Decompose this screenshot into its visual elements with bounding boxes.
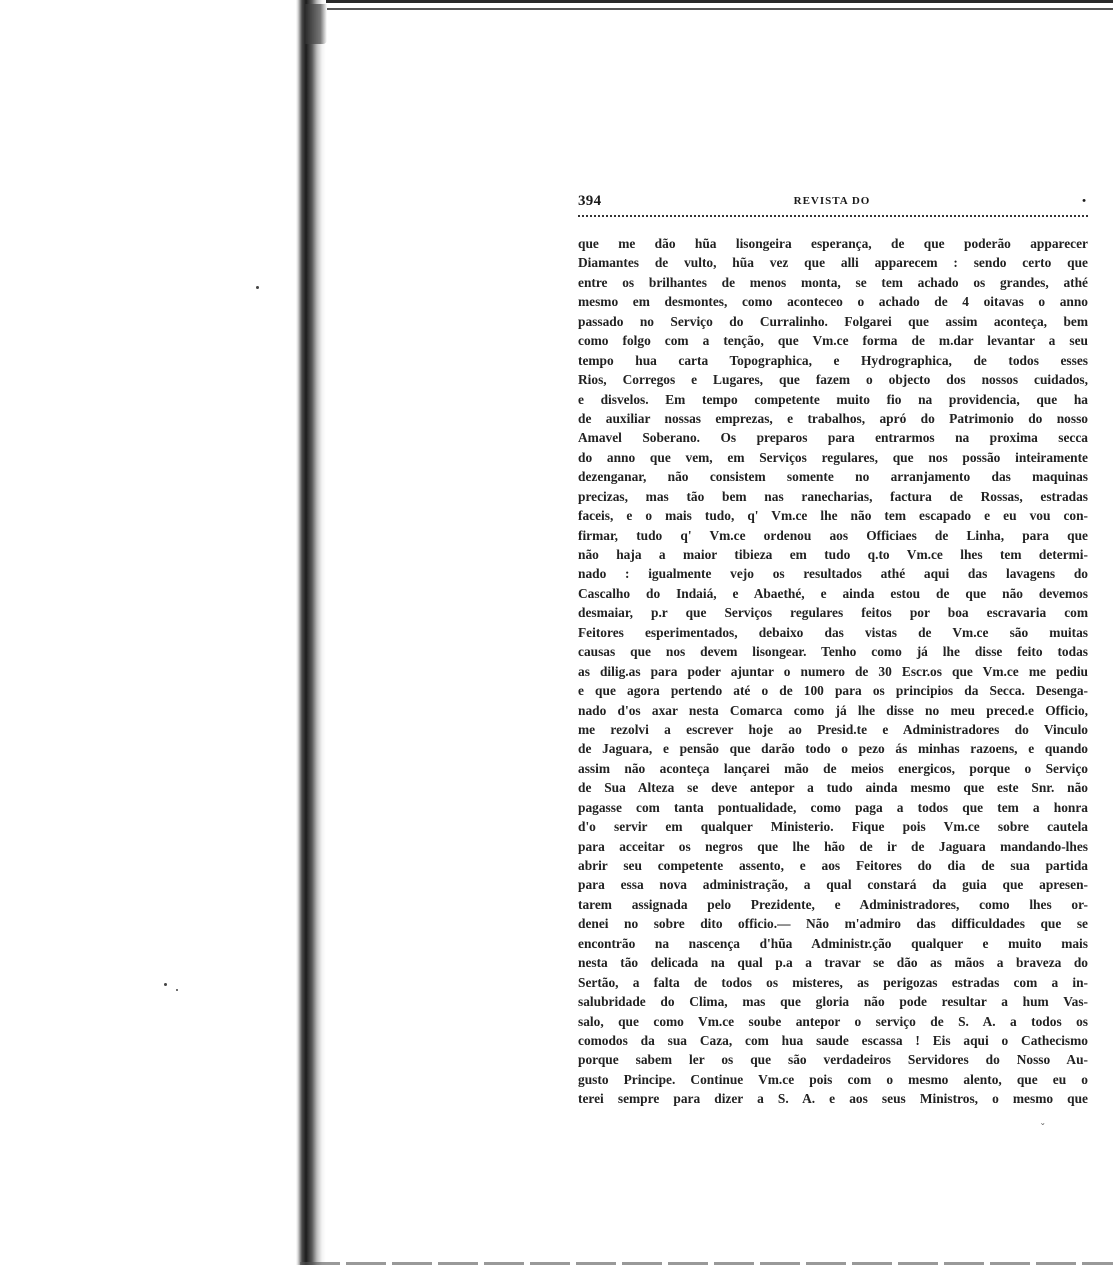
text-line: nado : igualmente vejo os resultados athé aqui das lavagens do [578, 566, 1088, 582]
text-line: encontrão na nascença d'hũa Administr.ção qualquer e muito mais [578, 935, 1088, 951]
text-line: Diamantes de vulto, hũa vez que alli apparecem : sendo certo que [578, 255, 1088, 271]
text-line: as dilig.as para poder ajuntar o numero de 30 Escr.os que Vm.ce me pediu [578, 663, 1088, 679]
text-line: para acceitar os negros que lhe hão de ir de Jaguara mandando-lhes [578, 838, 1088, 854]
text-line: salubridade do Clima, mas que gloria não pode resultar a hum Vas- [578, 994, 1088, 1010]
text-line: entre os brilhantes de menos monta, se tem achado os grandes, athé [578, 274, 1088, 290]
text-line: como folgo com a tenção, que Vm.ce forma de m.dar levantar a seu [578, 333, 1088, 349]
stray-mark: ˇ [1040, 1122, 1046, 1135]
scan-speck [176, 989, 178, 991]
text-line: desmaiar, p.r que Serviços regulares feitos por boa escravaria com [578, 605, 1088, 621]
text-line: Sertão, a falta de todos os misteres, as perigozas estradas com a in- [578, 974, 1088, 990]
header-mark: • [1082, 195, 1086, 207]
text-line: assim não aconteça lançarei mão de meios energicos, porque o Serviço [578, 760, 1088, 776]
text-line: porque sabem ler os que são verdadeiros Servidores do Nosso Au- [578, 1052, 1088, 1068]
text-line: Cascalho do Indaiá, e Abaethé, e ainda estou de que não devemos [578, 585, 1088, 601]
text-line: pagasse com tanta pontualidade, como paga a todos que tem a honra [578, 799, 1088, 815]
text-line: tarem assignada pelo Prezidente, e Administradores, como lhes or- [578, 896, 1088, 912]
scan-speck [256, 286, 259, 289]
text-line: me rezolvi a escrever hoje ao Presid.te e Administradores do Vinculo [578, 721, 1088, 737]
binding-tab [305, 4, 327, 44]
text-line: terei sempre para dizer a S. A. e aos seus Ministros, o mesmo que [578, 1091, 1088, 1107]
text-line: faceis, e o mais tudo, q' Vm.ce lhe não tem escapado e eu vou con- [578, 508, 1088, 524]
text-line: Rios, Corregos e Lugares, que fazem o objecto dos nossos cuidados, [578, 372, 1088, 388]
text-line: para essa nova administração, a qual constará da guia que apresen- [578, 877, 1088, 893]
text-line: abrir seu competente assento, e aos Feitores do dia de sua partida [578, 858, 1088, 873]
text-line: causas que nos devem lisongear. Tenho como já lhe disse feito todas [578, 644, 1088, 660]
text-line: tempo hua carta Topographica, e Hydrographica, de todos esses [578, 352, 1088, 368]
header-rule [578, 215, 1088, 217]
text-line: comodos da sua Caza, com hua saude escassa ! Eis aqui o Cathecismo [578, 1032, 1088, 1048]
text-line: e disvelos. Em tempo competente muito fio na providencia, que ha [578, 391, 1088, 407]
text-line: de Sua Alteza se deve antepor a tudo ainda mesmo que este Snr. não [578, 780, 1088, 796]
text-line: de Jaguara, e pensão que darão todo o pezo ás minhas razoens, e quando [578, 741, 1088, 757]
text-line: e que agora pertendo até o de 100 para os principios da Secca. Desenga- [578, 683, 1088, 699]
text-line: Feitores esperimentados, debaixo das vistas de Vm.ce são muitas [578, 624, 1088, 640]
text-line: que me dão hũa lisongeira esperança, de que poderão apparecer [578, 236, 1088, 251]
top-page-border-thin [300, 8, 1113, 10]
text-line: mesmo em desmontes, como aconteceo o achado de 4 oitavas o anno [578, 294, 1088, 310]
page-number: 394 [578, 193, 602, 209]
text-line: Amavel Soberano. Os preparos para entrarmos na proxima secca [578, 430, 1088, 446]
text-line: dezenganar, não consistem somente no arranjamento das maquinas [578, 469, 1088, 485]
scan-speck [164, 983, 167, 986]
top-page-border [300, 0, 1113, 3]
text-line: gusto Principe. Continue Vm.ce pois com o mesmo alento, que eu o [578, 1071, 1088, 1087]
text-line: do anno que vem, em Serviços regulares, que nos possão inteiramente [578, 449, 1088, 465]
text-line: firmar, tudo q' Vm.ce ordenou aos Officiaes de Linha, para que [578, 527, 1088, 543]
text-line: denei no sobre dito officio.— Não m'admiro das difficuldades que se [578, 916, 1088, 932]
book-spine-shadow [296, 0, 326, 1265]
text-line: de auxiliar nossas emprezas, e trabalhos, apró do Patrimonio do nosso [578, 410, 1088, 426]
page-header [578, 193, 1086, 217]
text-line: d'o servir em qualquer Ministerio. Fique pois Vm.ce sobre cautela [578, 819, 1088, 835]
text-line: salo, que como Vm.ce soube antepor o serviço de S. A. a todos os [578, 1013, 1088, 1029]
text-line: passado no Serviço do Curralinho. Folgarei que assim aconteça, bem [578, 313, 1088, 329]
text-line: precizas, mas tão bem nas ranecharias, factura de Rossas, estradas [578, 488, 1088, 504]
text-line: nado d'os axar nesta Comarca como já lhe disse no meu preced.e Officio, [578, 702, 1088, 718]
text-line: nesta tão delicada na qual p.a a travar se dão as mãos a braveza do [578, 955, 1088, 971]
text-line: não haja a maior tibieza em tudo q.to Vm.ce lhes tem determi- [578, 547, 1088, 562]
body-text [578, 234, 1088, 1109]
running-title: REVISTA DO [793, 195, 871, 207]
